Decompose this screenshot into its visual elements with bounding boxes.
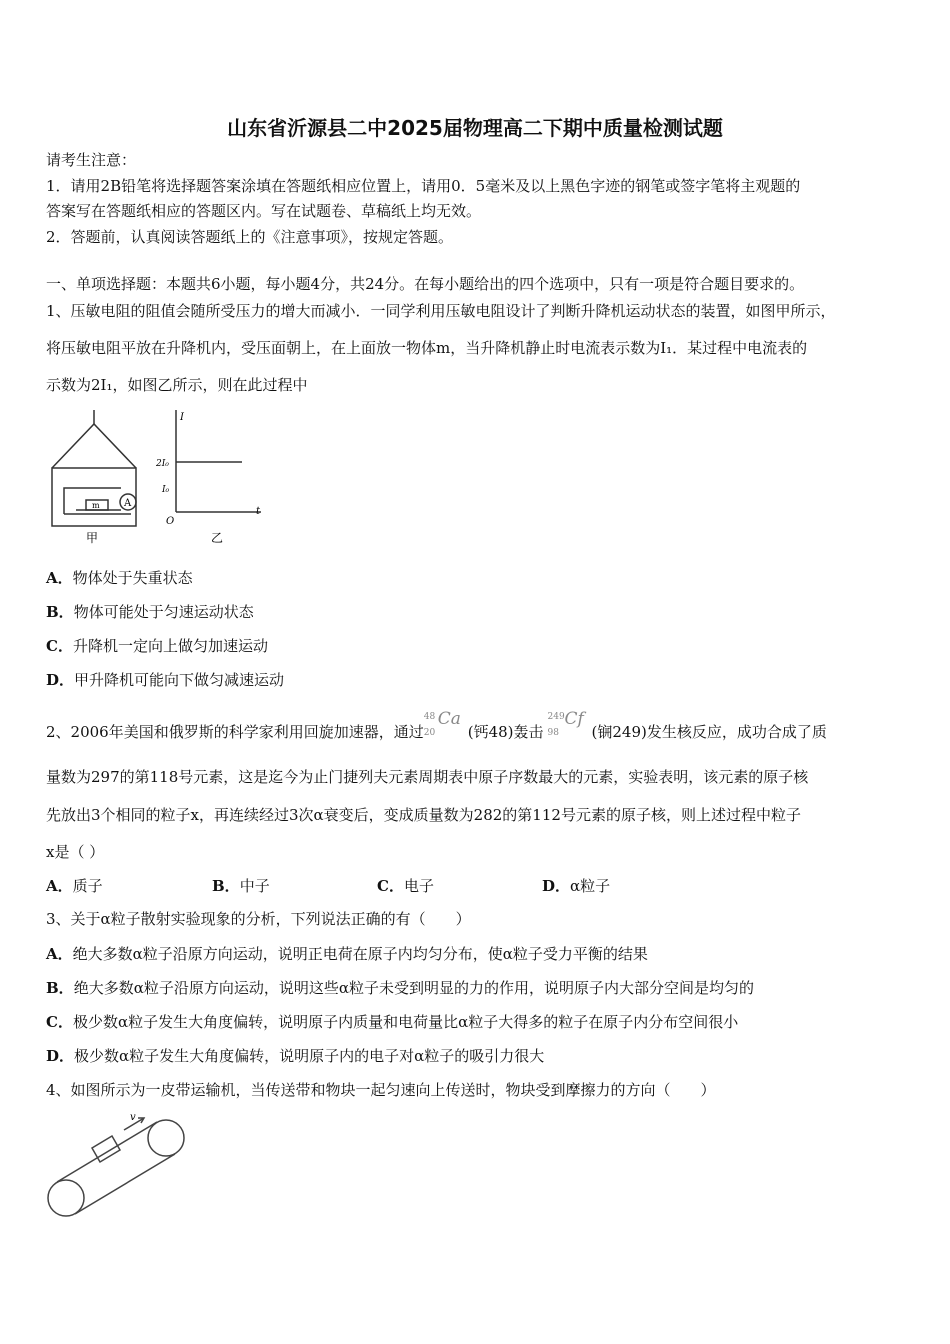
mass-label: m (92, 501, 100, 510)
conveyor-figure (46, 1110, 196, 1225)
q1-stem: 将压敏电阻平放在升降机内，受压面朝上，在上面放一物体m，当升降机静止时电流表示数为I₁．某过程中电流表的 (46, 339, 808, 357)
ca-isotope: 48 20 Ca (423, 709, 461, 738)
q2-stem: x是（ ） (46, 843, 105, 861)
notice-item: 2．答题前，认真阅读答题纸上的《注意事项》，按规定答题。 (46, 228, 454, 246)
cf-isotope: 249 98 Cf (547, 709, 584, 738)
q4-stem: 4、如图所示为一皮带运输机，当传送带和物块一起匀速向上传送时，物块受到摩擦力的方向（ ） (46, 1081, 716, 1099)
q1-stem: 1、压敏电阻的阻值会随所受压力的增大而减小．一同学利用压敏电阻设计了判断升降机运动状态的装置，如图甲所示， (46, 302, 836, 320)
q2-option-d: D．α粒子 (542, 877, 611, 895)
q1-option-a: A．物体处于失重状态 (46, 569, 193, 587)
x-axis-label: t (256, 506, 261, 517)
q3-option-c: C．极少数α粒子发生大角度偏转，说明原子内质量和电荷量比α粒子大得多的粒子在原子内分布空间很小 (46, 1013, 739, 1031)
q3-option-a: A．绝大多数α粒子沿原方向运动，说明正电荷在原子内均匀分布，使α粒子受力平衡的结果 (46, 945, 648, 963)
section-heading: 一、单项选择题：本题共6小题，每小题4分，共24分。在每小题给出的四个选项中，只有一项是符合题目要求的。 (46, 275, 805, 293)
q2-option-b: B．中子 (212, 877, 270, 895)
q2-stem: 2、2006年美国和俄罗斯的科学家利用回旋加速器，通过 48 20 Ca (钙48)轰击 249 98 Cf (锎249)发生核反应，成功合成了质 (46, 709, 827, 741)
tick-i0: I₀ (162, 485, 170, 495)
q3-stem: 3、关于α粒子散射实验现象的分析，下列说法正确的有（ ） (46, 910, 471, 928)
notice-heading: 请考生注意： (46, 151, 137, 169)
q3-option-d: D．极少数α粒子发生大角度偏转，说明原子内的电子对α粒子的吸引力很大 (46, 1047, 545, 1065)
notice-item: 1．请用2B铅笔将选择题答案涂填在答题纸相应位置上，请用0．5毫米及以上黑色字迹的钢笔或签字笔将主观题的 (46, 177, 801, 195)
figure-label-b: 乙 (211, 531, 224, 545)
q2-option-c: C．电子 (377, 877, 434, 895)
ammeter-label: A (124, 498, 132, 509)
q2-option-a: A．质子 (46, 877, 103, 895)
tick-2i0: 2I₀ (156, 459, 169, 469)
q1-option-b: B．物体可能处于匀速运动状态 (46, 603, 254, 621)
page-title: 山东省沂源县二中2025届物理高二下期中质量检测试题 (227, 116, 723, 140)
q3-option-b: B．绝大多数α粒子沿原方向运动，说明这些α粒子未受到明显的力的作用，说明原子内大部分空间是均匀的 (46, 979, 754, 997)
notice-item: 答案写在答题纸相应的答题区内。写在试题卷、草稿纸上均无效。 (46, 202, 482, 220)
velocity-label: v (130, 1112, 136, 1123)
origin-label: O (166, 516, 175, 527)
q1-figure (46, 410, 276, 550)
q2-stem: 量数为297的第118号元素，这是迄今为止门捷列夫元素周期表中原子序数最大的元素，实验表明，该元素的原子核 (46, 768, 809, 786)
q1-option-c: C．升降机一定向上做匀加速运动 (46, 637, 268, 655)
y-axis-label: I (180, 412, 184, 423)
q2-stem: 先放出3个相同的粒子x，再连续经过3次α衰变后，变成质量数为282的第112号元素的原子核，则上述过程中粒子 (46, 806, 801, 824)
q1-option-d: D．甲升降机可能向下做匀减速运动 (46, 671, 285, 689)
figure-label-a: 甲 (86, 531, 99, 545)
q1-stem: 示数为2I₁，如图乙所示，则在此过程中 (46, 376, 308, 394)
